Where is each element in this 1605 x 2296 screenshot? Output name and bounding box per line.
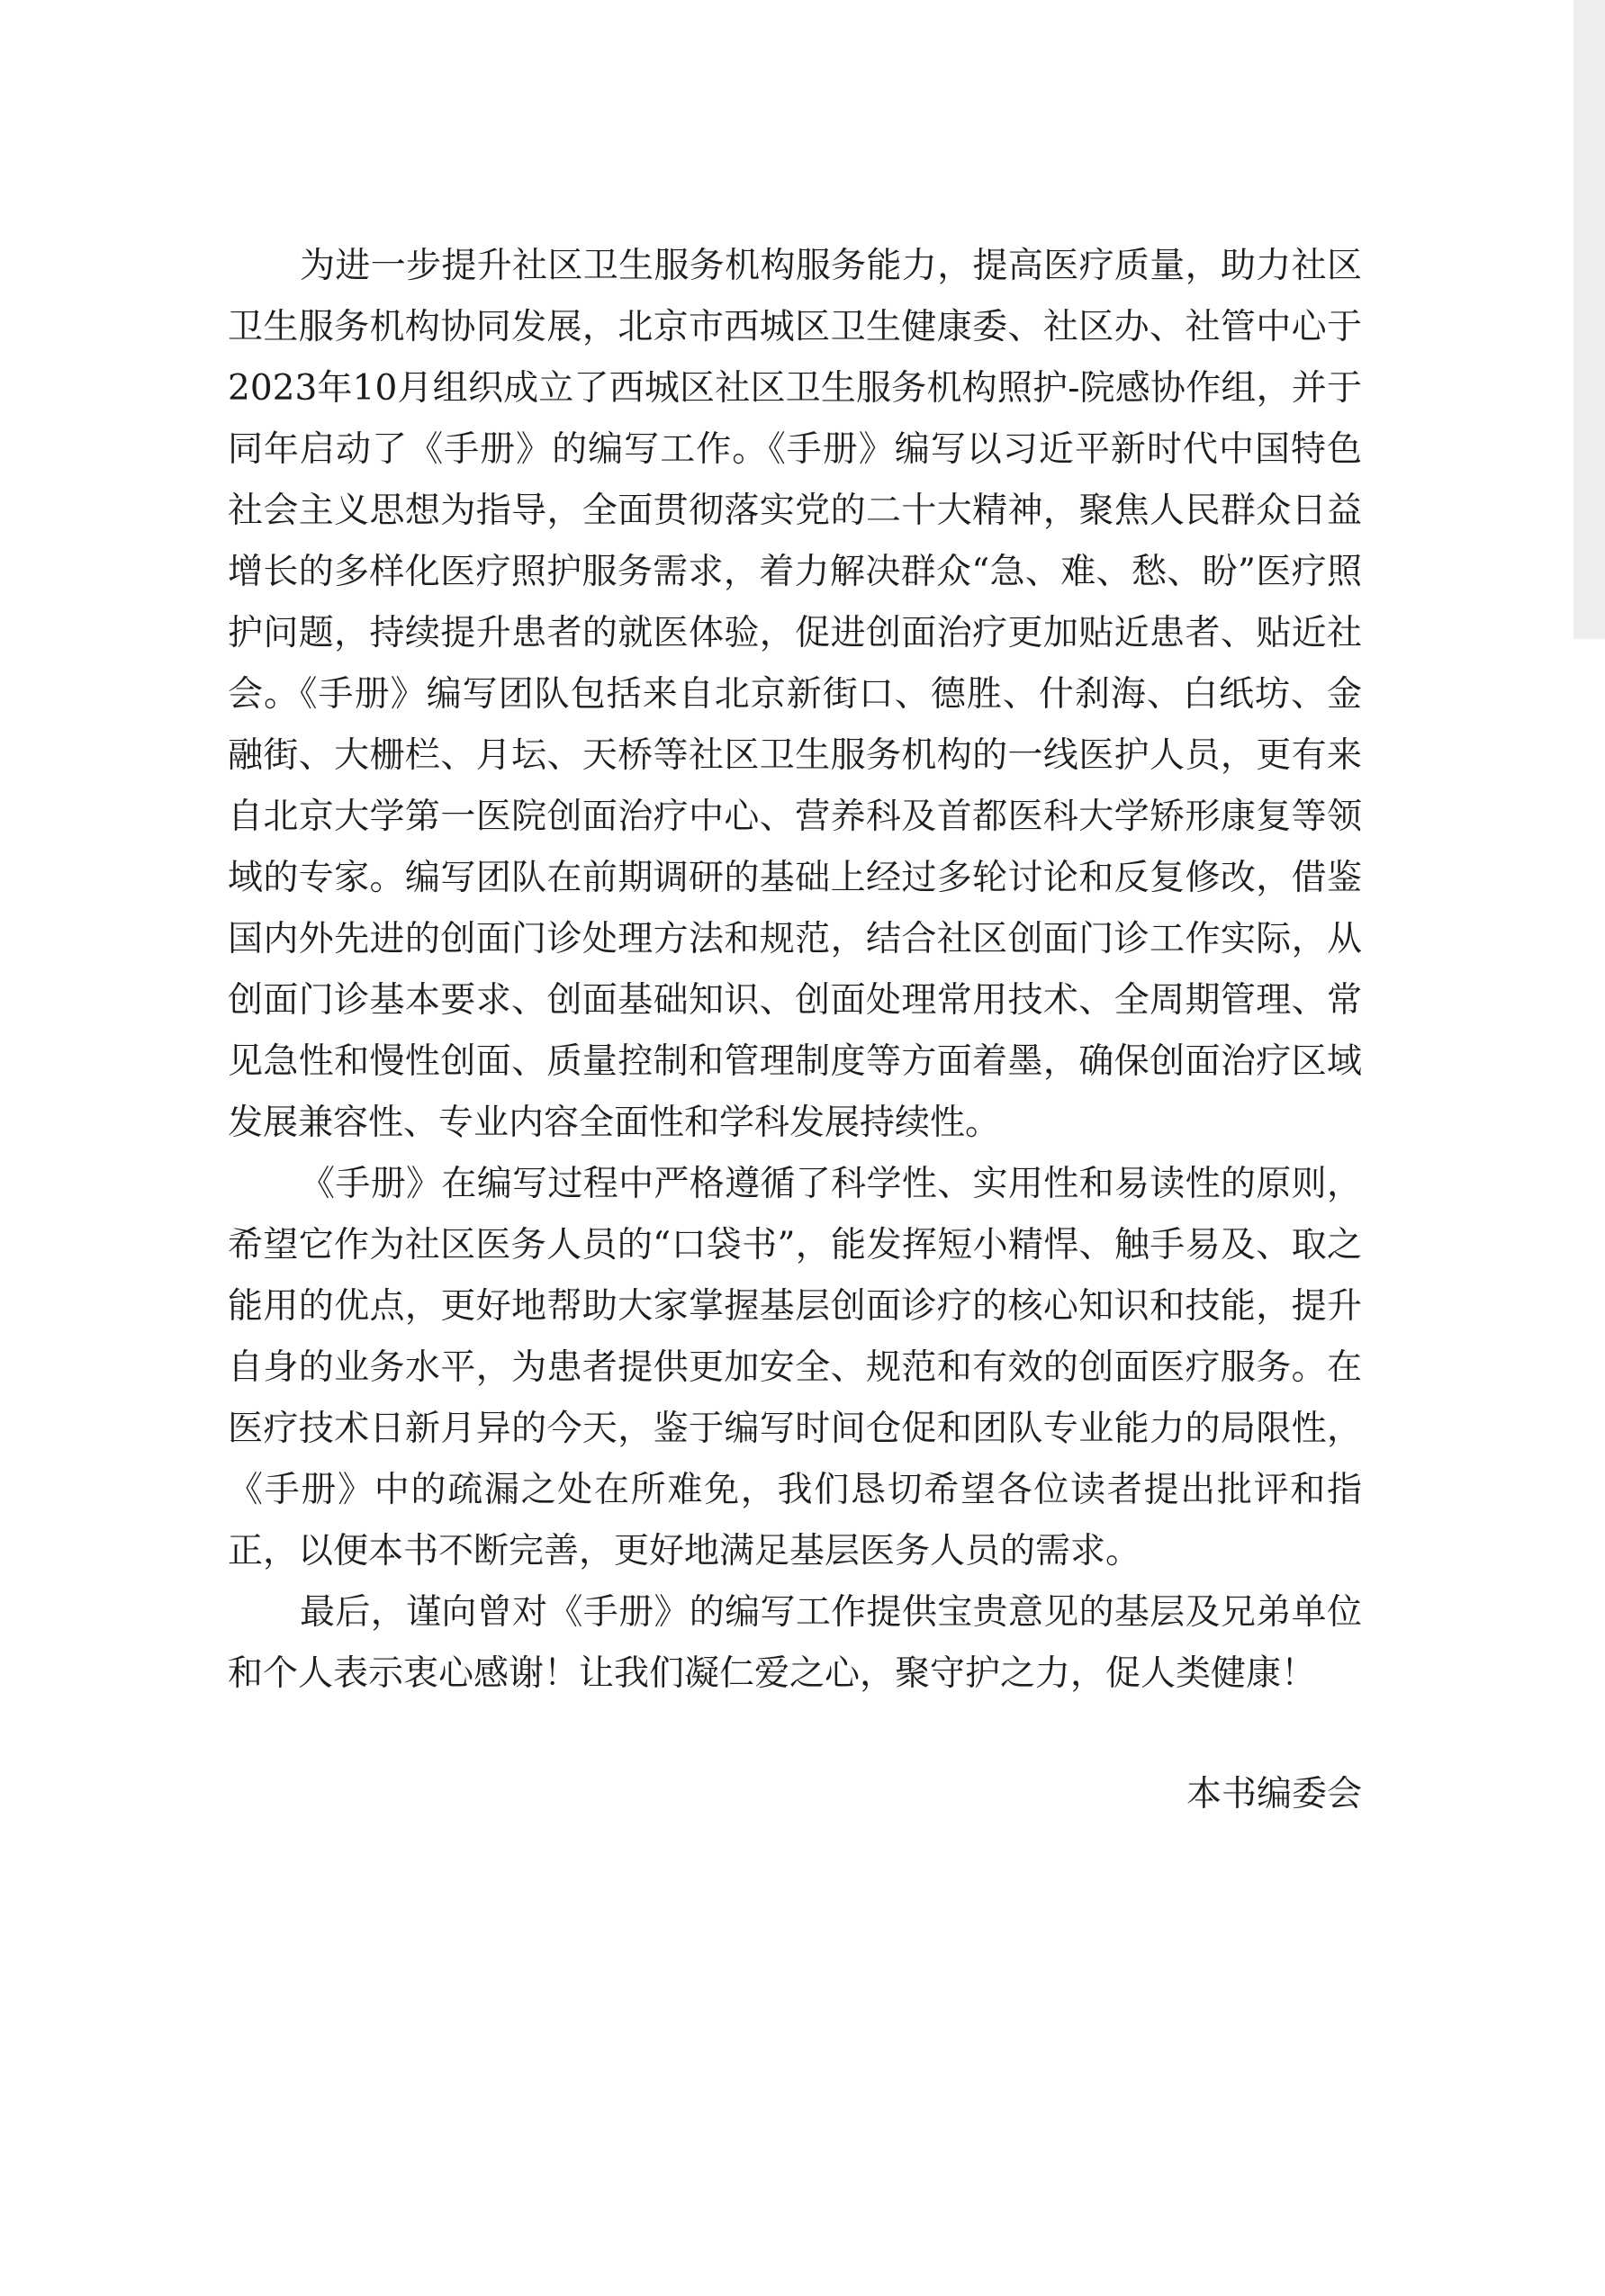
preface-paragraph-3: 最后，谨向曾对《手册》的编写工作提供宝贵意见的基层及兄弟单位和个人表示衷心感谢！让我们凝仁爱之心，聚守护之力，促人类健康！ bbox=[228, 1592, 1362, 1694]
preface-paragraph-2: 《手册》在编写过程中严格遵循了科学性、实用性和易读性的原则，希望它作为社区医务人员的“口袋书”，能发挥短小精悍、触手易及、取之能用的优点，更好地帮助大家掌握基层创面诊疗的核心知识和技能，提升自身的业务水平，为患者提供更加安全、规范和有效的创面医疗服务。在医疗技术日新月异的今天，鉴于编写时间仓促和团队专业能力的局限性，《手册》中的疏漏之处在所难免，我们恳切希望各位读者提出批评和指正，以便本书不断完善，更好地满足基层医务人员的需求。 bbox=[228, 1164, 1362, 1571]
preface-paragraph-1: 为进一步提升社区卫生服务机构服务能力，提高医疗质量，助力社区卫生服务机构协同发展，北京市西城区卫生健康委、社区办、社管中心于2023年10月组织成立了西城区社区卫生服务机构照护-院感协作组，并于同年启动了《手册》的编写工作。《手册》编写以习近平新时代中国特色社会主义思想为指导，全面贯彻落实党的二十大精神，聚焦人民群众日益增长的多样化医疗照护服务需求，着力解决群众“急、难、愁、盼”医疗照护问题，持续提升患者的就医体验，促进创面治疗更加贴近患者、贴近社会。《手册》编写团队包括来自北京新街口、德胜、什刹海、白纸坊、金融街、大栅栏、月坛、天桥等社区卫生服务机构的一线医护人员，更有来自北京大学第一医院创面治疗中心、营养科及首都医科大学矫形康复等领域的专家。编写团队在前期调研的基础上经过多轮讨论和反复修改，借鉴国内外先进的创面门诊处理方法和规范，结合社区创面门诊工作实际，从创面门诊基本要求、创面基础知识、创面处理常用技术、全周期管理、常见急性和慢性创面、质量控制和管理制度等方面着墨，确保创面治疗区域发展兼容性、专业内容全面性和学科发展持续性。 bbox=[228, 246, 1362, 1143]
page-edge-strip bbox=[1573, 0, 1605, 639]
preface-page bbox=[228, 236, 1362, 1825]
editorial-board-signature: 本书编委会 bbox=[1186, 1774, 1362, 1814]
